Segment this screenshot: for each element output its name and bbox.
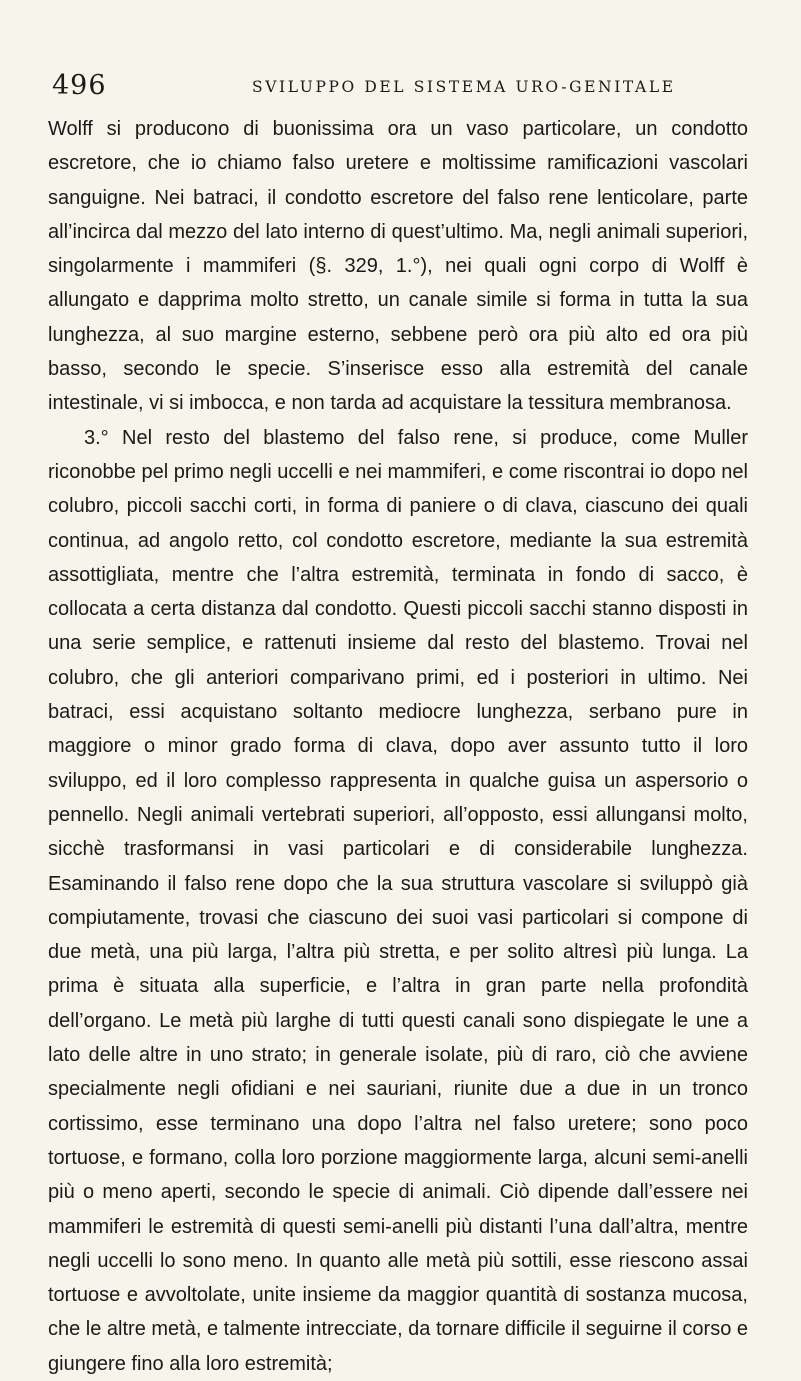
paragraph-continuation: Wolff si producono di buonissima ora un vaso particolare, un condotto escretore, che io chiamo falso uretere e moltissime ramificazioni vascolari sanguigne. Nei batraci, il condotto escretore del falso rene lenticolare, parte all’incirca dal mezzo del lato interno di quest’ultimo. Ma, negli animali superiori, singolarmente i mammiferi (§. 329, 1.°), nei quali ogni corpo di Wolff è allungato e dapprima molto stretto, un canale simile si forma in tutta la sua lunghezza, al suo margine esterno, sebbene però ora più alto ed ora più basso, secondo le specie. S’inserisce esso alla estremità del canale intestinale, vi si imbocca, e non tarda ad acquistare la tessitura membranosa.	[48, 118, 748, 415]
page-header	[52, 70, 745, 110]
running-head: SVILUPPO DEL SISTEMA URO-GENITALE	[252, 78, 676, 96]
page-number: 496	[52, 70, 107, 101]
body-text	[48, 112, 748, 1381]
paragraph-point-3: 3.° Nel resto del blastemo del falso rene, si produce, come Muller riconobbe pel primo negli uccelli e nei mammiferi, e come riscontrai io dopo nel colubro, piccoli sacchi corti, in forma di paniere o di clava, ciascuno dei quali continua, ad angolo retto, col condotto escretore, mediante la sua estremità assottigliata, mentre che l’altra estremità, terminata in fondo di sacco, è collocata a certa distanza dal condotto. Questi piccoli sacchi stanno disposti in una serie semplice, e rattenuti insieme dal resto del blastemo. Trovai nel colubro, che gli anteriori comparivano primi, ed i posteriori in ultimo. Nei batraci, essi acquistano soltanto mediocre lunghezza, serbano pure in maggiore o minor grado forma di clava, dopo aver assunto tutto il loro sviluppo, ed il loro complesso rappresenta in qualche guisa un aspersorio o pennello. Negli animali vertebrati superiori, all’opposto, essi allungansi molto, sicchè trasformansi in vasi particolari e di considerabile lunghezza. Esaminando il falso rene dopo che la sua struttura vascolare si sviluppò già compiutamente, trovasi che ciascuno dei suoi vasi particolari si compone di due metà, una più larga, l’altra più stretta, e per solito altresì più lunga. La prima è situata alla superficie, e l’altra in gran parte nella profondità dell’organo. Le metà più larghe di tutti questi canali sono dispiegate le une a lato delle altre in uno strato; in generale isolate, più di raro, ciò che avviene specialmente negli ofidiani e nei sauriani, riunite due a due in un tronco cortissimo, esse terminano una dopo l’altra nel falso uretere; sono poco tortuose, e formano, colla loro porzione maggiormente larga, alcuni semi-anelli più o meno aperti, secondo le specie di animali. Ciò dipende dall’essere nei mammiferi le estremità di questi semi-anelli più distanti l’una dall’altra, mentre negli uccelli lo sono meno. In quanto alle metà più sottili, esse riescono assai tortuose e avvoltolate, unite insieme da maggior quantità di sostanza mucosa, che le altre metà, e talmente intrecciate, da tornare difficile il seguirne il corso e giungere fino alla loro estremità;	[48, 426, 748, 1375]
